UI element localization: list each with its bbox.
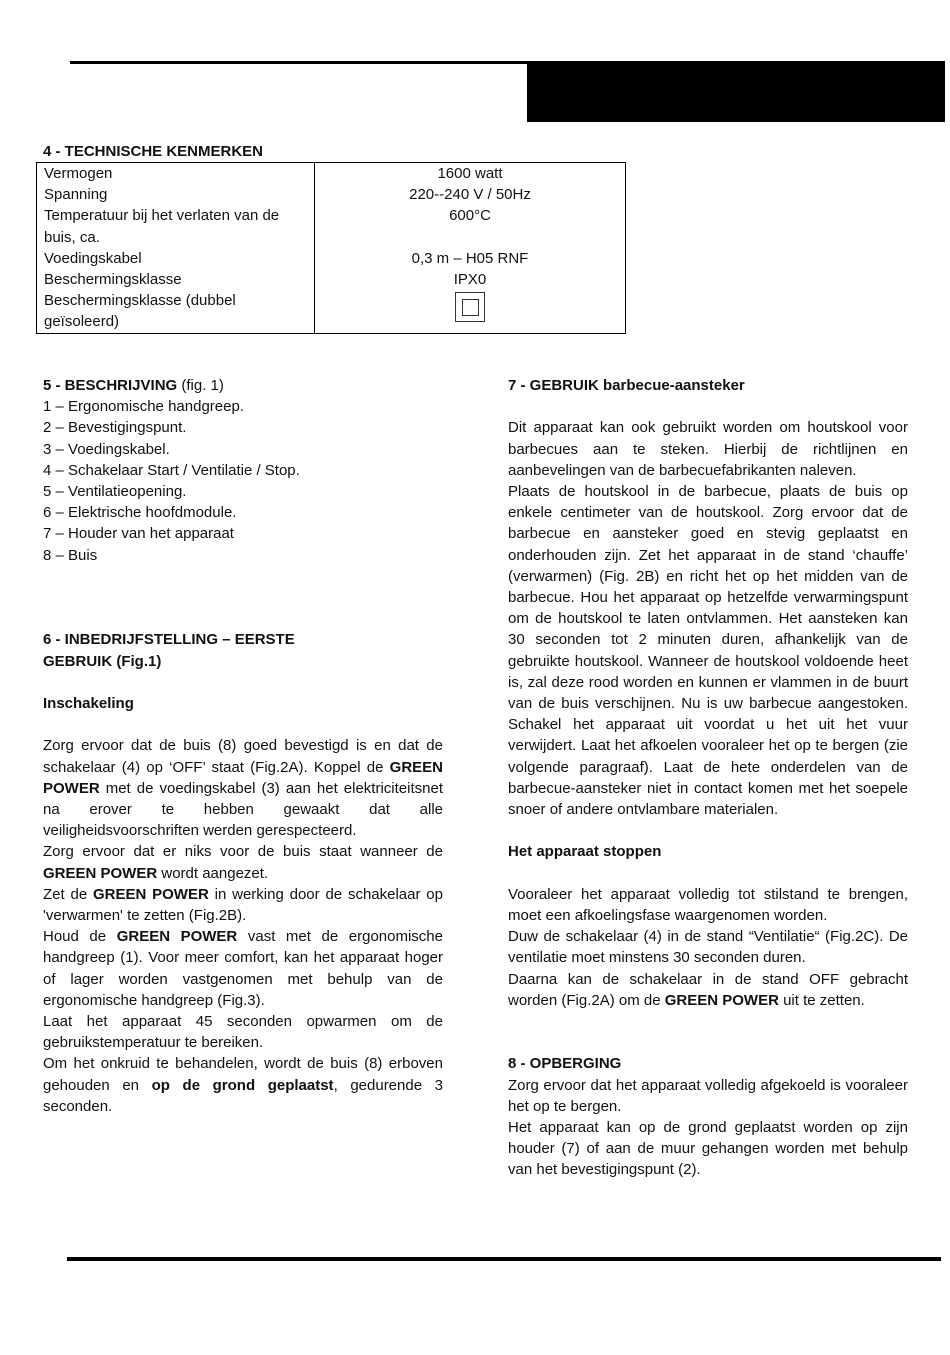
spec-value: IPX0 (453, 271, 487, 288)
spec-value: 1600 watt (437, 165, 503, 182)
technical-specs-heading: 4 - TECHNISCHE KENMERKEN (43, 143, 264, 160)
left-column (43, 375, 443, 1117)
spec-label: Spanning (44, 186, 108, 204)
spec-value: 600°C (449, 207, 491, 225)
section6-heading-line2: GEBRUIK (Fig.1) (43, 652, 162, 670)
section6-heading: 6 - INBEDRIJFSTELLING – EERSTE (43, 631, 295, 649)
list-item: 5 – Ventilatieopening. (43, 483, 187, 501)
list-item: 7 – Houder van het apparaat (43, 525, 234, 543)
footer-rule (67, 1257, 941, 1261)
paragraph: Zorg ervoor dat de buis (8) goed bevestigd is en dat de schakelaar (4) op ‘OFF’ staat (Fig.2A). Koppel de GREEN POWER met de voedingskabel (3) aan het elektriciteitsnet na erover te hebben gewaakt dat alle veiligheidsvoorschriften werden gerespecteerd. (43, 737, 443, 840)
header-rule (70, 61, 530, 64)
paragraph: Houd de GREEN POWER vast met de ergonomische handgreep (1). Voor meer comfort, kan het apparaat hoger of lager worden vastgenomen met behulp van de ergonomische handgreep (Fig.3). (43, 928, 443, 1009)
double-insulation-class-ii-icon (455, 292, 485, 322)
list-item: 3 – Voedingskabel. (43, 440, 170, 458)
paragraph: Plaats de houtskool in de barbecue, plaats de buis op enkele centimeter van de houtskool. Zorg ervoor dat de barbecue en aansteker goed en stevig geplaatst en onderhouden zijn. Zet het apparaat in de stand ‘chauffe’ (verwarmen) (Fig. 2B) en richt het op het midden van de barbecue. Hou het apparaat op hetzelfde verwarmingspunt om de houtskool te laten ontvlammen. Het aansteken kan 30 seconden tot 2 minuten duren, afhankelijk van de gebruikte houtskool. Wanneer de houtskool voldoende heet is, zal deze rood worden en kunnen er vlammen in de buurt van de buis verschijnen. Nu is uw barbecue aangestoken. Schakel het apparaat uit voordat u het uit het vuur verwijdert. Laat het afkoelen vooraleer het op te bergen (zie volgende paragraaf). Laat de hete onderdelen van de barbecue-aansteker niet in contact komen met het soepele snoer of andere ontvlambare materialen. (508, 483, 908, 819)
spec-label: Beschermingsklasse (dubbel geïsoleerd) (44, 292, 236, 331)
technical-specs-section (36, 141, 628, 334)
section7-heading: 7 - GEBRUIK barbecue-aansteker (508, 377, 745, 394)
spec-value: 0,3 m – H05 RNF (411, 249, 529, 267)
spec-label: Beschermingsklasse (44, 271, 182, 288)
section7-subheading: Het apparaat stoppen (508, 843, 662, 861)
section6-subheading: Inschakeling (43, 694, 134, 712)
paragraph: Laat het apparaat 45 seconden opwarmen om de gebruikstemperatuur te bereiken. (43, 1013, 443, 1052)
specs-table (36, 162, 626, 334)
list-item: 2 – Bevestigingspunt. (43, 419, 187, 437)
header-black-block (527, 61, 945, 122)
spec-label: Voedingskabel (44, 249, 142, 267)
paragraph: Dit apparaat kan ook gebruikt worden om houtskool voor barbecues aan te steken. Hierbij de richtlijnen en aanbevelingen van de barbecuefabrikanten naleven. (508, 419, 908, 479)
paragraph: Het apparaat kan op de grond geplaatst worden op zijn houder (7) of aan de muur gehangen worden met behulp van het bevestigingspunt (2). (508, 1119, 908, 1179)
list-item: 8 – Buis (43, 546, 98, 564)
paragraph: Daarna kan de schakelaar in de stand OFF gebracht worden (Fig.2A) om de GREEN POWER uit te zetten. (508, 970, 908, 1009)
spec-label: Vermogen (44, 165, 113, 182)
paragraph: Om het onkruid te behandelen, wordt de buis (8) erboven gehouden en op de grond geplaatst, gedurende 3 seconden. (43, 1055, 443, 1115)
list-item: 4 – Schakelaar Start / Ventilatie / Stop. (43, 461, 300, 479)
section8-heading: 8 - OPBERGING (508, 1055, 622, 1073)
specs-value-column (315, 163, 626, 334)
right-column (508, 375, 908, 1181)
spec-value: 220--240 V / 50Hz (409, 186, 531, 204)
paragraph: Vooraleer het apparaat volledig tot stilstand te brengen, moet een afkoelingsfase waargenomen worden. (508, 885, 908, 925)
spec-value (315, 290, 625, 332)
paragraph: Zet de GREEN POWER in werking door de schakelaar op 'verwarmen' te zetten (Fig.2B). (43, 885, 443, 924)
paragraph: Duw de schakelaar (4) in de stand “Ventilatie“ (Fig.2C). De ventilatie moet minstens 30 seconden duren. (508, 928, 908, 967)
specs-label-column (37, 163, 315, 334)
list-item: 1 – Ergonomische handgreep. (43, 398, 244, 416)
section5-heading: 5 - BESCHRIJVING (fig. 1) (43, 377, 224, 394)
paragraph: Zorg ervoor dat het apparaat volledig afgekoeld is vooraleer het op te bergen. (508, 1076, 908, 1115)
paragraph: Zorg ervoor dat er niks voor de buis staat wanneer de GREEN POWER wordt aangezet. (43, 843, 443, 882)
list-item: 6 – Elektrische hoofdmodule. (43, 504, 237, 522)
spec-label: Temperatuur bij het verlaten van de buis, ca. (44, 207, 280, 246)
